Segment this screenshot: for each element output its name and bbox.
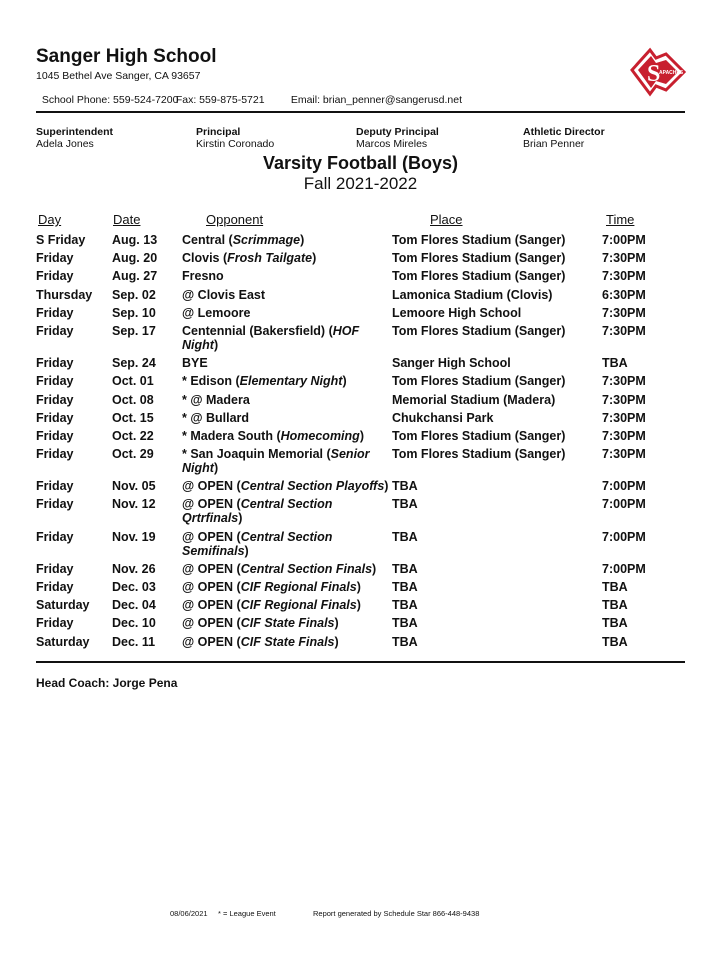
game-date: Nov. 19 bbox=[112, 529, 156, 544]
game-day: Friday bbox=[36, 410, 74, 425]
game-time: 7:30PM bbox=[602, 251, 646, 266]
opponent-text: Central Section Semifinals bbox=[182, 529, 333, 558]
game-date: Dec. 03 bbox=[112, 580, 156, 594]
game-place: Chukchansi Park bbox=[392, 410, 494, 425]
game-date: Aug. 27 bbox=[112, 269, 158, 284]
opponent-text: ) bbox=[334, 616, 339, 631]
schedule-row bbox=[36, 479, 656, 497]
opponent-text: Senior Night bbox=[182, 447, 370, 476]
apaches-logo bbox=[626, 44, 688, 100]
opponent-text: @ Clovis East bbox=[182, 287, 266, 302]
opponent-text: Fresno bbox=[182, 269, 224, 284]
schedule-row bbox=[36, 447, 656, 479]
game-place: Tom Flores Stadium (Sanger) bbox=[392, 323, 566, 338]
game-day: Friday bbox=[36, 269, 74, 284]
opponent-text: CIF State Finals bbox=[240, 616, 335, 631]
game-opponent bbox=[182, 324, 392, 356]
opponent-text: @ Lemoore bbox=[182, 305, 251, 320]
game-date: Sep. 02 bbox=[112, 287, 156, 302]
schedule-row bbox=[36, 411, 656, 429]
game-opponent bbox=[182, 562, 392, 580]
opponent-text: @ OPEN ( bbox=[182, 497, 241, 512]
game-place: Tom Flores Stadium (Sanger) bbox=[392, 374, 566, 389]
schedule-row bbox=[36, 598, 656, 616]
schedule-row bbox=[36, 356, 656, 374]
head-coach: Head Coach: Jorge Pena bbox=[36, 676, 178, 690]
game-day: Friday bbox=[36, 497, 74, 512]
game-time: 7:00PM bbox=[602, 233, 646, 247]
game-place: TBA bbox=[392, 529, 418, 544]
game-date: Oct. 22 bbox=[112, 428, 154, 443]
game-day: Friday bbox=[36, 251, 74, 266]
school-name: Sanger High School bbox=[36, 46, 217, 67]
game-time: TBA bbox=[602, 634, 628, 649]
game-day: Friday bbox=[36, 392, 74, 407]
opponent-text: @ OPEN ( bbox=[182, 561, 241, 576]
schedule-row bbox=[36, 635, 656, 653]
opponent-text: @ OPEN ( bbox=[182, 580, 241, 594]
schedule-row bbox=[36, 562, 656, 580]
game-opponent bbox=[182, 497, 392, 529]
opponent-text: @ OPEN ( bbox=[182, 529, 241, 544]
header-time: Time bbox=[606, 212, 635, 227]
header-day: Day bbox=[38, 212, 62, 227]
game-day: Friday bbox=[36, 428, 74, 443]
opponent-text: Clovis ( bbox=[182, 251, 228, 266]
game-opponent bbox=[182, 356, 392, 374]
game-opponent bbox=[182, 447, 392, 479]
game-opponent bbox=[182, 429, 392, 447]
game-day: Friday bbox=[36, 580, 74, 594]
opponent-text: ) bbox=[384, 479, 389, 494]
footer-date: 08/06/2021 bbox=[170, 909, 208, 918]
opponent-text: Elementary Night bbox=[239, 374, 343, 389]
opponent-text: @ OPEN ( bbox=[182, 616, 241, 631]
schedule-table bbox=[36, 233, 656, 653]
header-date: Date bbox=[113, 212, 141, 227]
game-time: 7:00PM bbox=[602, 561, 646, 576]
footer-rule bbox=[36, 661, 685, 663]
opponent-text: * Edison ( bbox=[182, 374, 240, 389]
game-time: 7:00PM bbox=[602, 497, 646, 512]
game-time: TBA bbox=[602, 580, 628, 594]
game-day: Friday bbox=[36, 447, 74, 462]
game-opponent bbox=[182, 288, 392, 306]
schedule-row bbox=[36, 374, 656, 392]
game-day: Friday bbox=[36, 323, 74, 338]
opponent-text: Centennial (Bakersfield) ( bbox=[182, 323, 333, 338]
game-place: TBA bbox=[392, 634, 418, 649]
schedule-row bbox=[36, 288, 656, 306]
opponent-text: BYE bbox=[182, 356, 208, 371]
game-time: TBA bbox=[602, 616, 628, 631]
game-place: Memorial Stadium (Madera) bbox=[392, 392, 556, 407]
game-opponent bbox=[182, 479, 392, 497]
game-place: Tom Flores Stadium (Sanger) bbox=[392, 251, 566, 266]
schedule-row bbox=[36, 306, 656, 324]
game-time: 7:00PM bbox=[602, 529, 646, 544]
opponent-text: Frosh Tailgate bbox=[227, 251, 313, 266]
school-fax: Fax: 559-875-5721 bbox=[175, 94, 265, 106]
opponent-text: * Madera South ( bbox=[182, 428, 281, 443]
game-place: Tom Flores Stadium (Sanger) bbox=[392, 233, 566, 247]
opponent-text: ) bbox=[356, 580, 361, 594]
opponent-text: Scrimmage bbox=[232, 233, 301, 247]
game-day: Friday bbox=[36, 529, 74, 544]
game-place: Tom Flores Stadium (Sanger) bbox=[392, 447, 566, 462]
game-place: Lamonica Stadium (Clovis) bbox=[392, 287, 553, 302]
opponent-text: CIF Regional Finals bbox=[240, 580, 357, 594]
game-date: Aug. 13 bbox=[112, 233, 158, 247]
opponent-text: CIF Regional Finals bbox=[240, 598, 357, 613]
game-time: 6:30PM bbox=[602, 287, 646, 302]
schedule-row bbox=[36, 393, 656, 411]
game-opponent bbox=[182, 374, 392, 392]
header-rule bbox=[36, 111, 685, 113]
game-day: S Friday bbox=[36, 233, 86, 247]
opponent-text: ) bbox=[244, 543, 249, 558]
game-time: 7:30PM bbox=[602, 305, 646, 320]
opponent-text: ) bbox=[213, 337, 219, 352]
opponent-text: ) bbox=[359, 428, 364, 443]
game-date: Oct. 29 bbox=[112, 447, 154, 462]
opponent-text: Central Section Qrtrfinals bbox=[182, 497, 333, 526]
game-place: Sanger High School bbox=[392, 356, 511, 371]
opponent-text: ) bbox=[300, 233, 305, 247]
game-day: Thursday bbox=[36, 287, 93, 302]
game-opponent bbox=[182, 635, 392, 653]
schedule-row bbox=[36, 616, 656, 634]
game-opponent bbox=[182, 530, 392, 562]
game-opponent bbox=[182, 269, 392, 287]
game-place: TBA bbox=[392, 598, 418, 613]
staff-athletic-director: Athletic Director Brian Penner bbox=[523, 126, 605, 150]
opponent-text: Central Section Finals bbox=[240, 561, 373, 576]
opponent-text: HOF Night bbox=[182, 323, 360, 352]
game-date: Nov. 05 bbox=[112, 479, 156, 494]
header-opponent: Opponent bbox=[206, 212, 264, 227]
schedule-row bbox=[36, 530, 656, 562]
game-time: 7:30PM bbox=[602, 269, 646, 284]
schedule-row bbox=[36, 233, 656, 251]
game-time: 7:30PM bbox=[602, 410, 646, 425]
game-day: Friday bbox=[36, 479, 74, 494]
staff-deputy-principal: Deputy Principal Marcos Mireles bbox=[356, 126, 439, 150]
game-day: Friday bbox=[36, 356, 74, 371]
opponent-text: * @ Madera bbox=[182, 392, 250, 407]
opponent-text: @ OPEN ( bbox=[182, 634, 241, 649]
game-time: TBA bbox=[602, 356, 628, 371]
game-date: Dec. 10 bbox=[112, 616, 156, 631]
schedule-title: Varsity Football (Boys) bbox=[262, 153, 459, 173]
opponent-text: ) bbox=[334, 634, 339, 649]
game-date: Oct. 01 bbox=[112, 374, 154, 389]
footer-report: Report generated by Schedule Star 866-448-9438 bbox=[313, 909, 480, 918]
opponent-text: ) bbox=[312, 251, 317, 266]
game-date: Sep. 10 bbox=[112, 305, 156, 320]
game-time: TBA bbox=[602, 598, 628, 613]
game-opponent bbox=[182, 233, 392, 251]
schedule-row bbox=[36, 324, 656, 356]
schedule-row bbox=[36, 269, 656, 287]
opponent-text: ) bbox=[356, 598, 361, 613]
game-opponent bbox=[182, 580, 392, 598]
opponent-text: CIF State Finals bbox=[240, 634, 335, 649]
opponent-text: Central Section Playoffs bbox=[240, 479, 385, 494]
school-email[interactable]: Email: brian_penner@sangerusd.net bbox=[290, 94, 463, 106]
game-date: Dec. 04 bbox=[112, 598, 156, 613]
staff-principal: Principal Kirstin Coronado bbox=[196, 126, 275, 150]
game-opponent bbox=[182, 598, 392, 616]
game-time: 7:30PM bbox=[602, 392, 646, 407]
game-date: Oct. 15 bbox=[112, 410, 154, 425]
game-day: Saturday bbox=[36, 598, 90, 613]
school-address: 1045 Bethel Ave Sanger, CA 93657 bbox=[36, 70, 201, 82]
game-date: Nov. 26 bbox=[112, 561, 156, 576]
game-time: 7:30PM bbox=[602, 428, 646, 443]
schedule-season: Fall 2021-2022 bbox=[303, 174, 418, 193]
game-time: 7:30PM bbox=[602, 447, 646, 462]
game-time: 7:00PM bbox=[602, 479, 646, 494]
opponent-text: Central ( bbox=[182, 233, 233, 247]
logo-letter: S bbox=[647, 61, 661, 87]
game-place: TBA bbox=[392, 497, 418, 512]
game-time: 7:30PM bbox=[602, 323, 646, 338]
opponent-text: @ OPEN ( bbox=[182, 479, 241, 494]
game-opponent bbox=[182, 616, 392, 634]
opponent-text: * San Joaquin Memorial ( bbox=[182, 447, 331, 462]
logo-text: APACHES bbox=[659, 70, 684, 76]
opponent-text: ) bbox=[213, 461, 219, 476]
schedule-row bbox=[36, 497, 656, 529]
header-place: Place bbox=[430, 212, 463, 227]
game-place: TBA bbox=[392, 479, 418, 494]
game-opponent bbox=[182, 393, 392, 411]
opponent-text: ) bbox=[342, 374, 347, 389]
schedule-row bbox=[36, 580, 656, 598]
game-day: Friday bbox=[36, 374, 74, 389]
game-day: Friday bbox=[36, 616, 74, 631]
opponent-text: ) bbox=[238, 511, 243, 526]
opponent-text: ) bbox=[372, 561, 377, 576]
schedule-row bbox=[36, 251, 656, 269]
school-contact bbox=[36, 82, 462, 106]
game-day: Friday bbox=[36, 561, 74, 576]
game-place: TBA bbox=[392, 616, 418, 631]
staff-superintendent: Superintendent Adela Jones bbox=[36, 126, 114, 150]
game-opponent bbox=[182, 411, 392, 429]
game-date: Dec. 11 bbox=[112, 634, 156, 649]
game-place: Tom Flores Stadium (Sanger) bbox=[392, 428, 566, 443]
game-place: Lemoore High School bbox=[392, 305, 522, 320]
game-place: TBA bbox=[392, 580, 418, 594]
game-date: Aug. 20 bbox=[112, 251, 158, 266]
game-time: 7:30PM bbox=[602, 374, 646, 389]
game-opponent bbox=[182, 251, 392, 269]
game-date: Oct. 08 bbox=[112, 392, 154, 407]
game-opponent bbox=[182, 306, 392, 324]
school-phone: School Phone: 559-524-7200 bbox=[41, 94, 179, 106]
game-date: Sep. 24 bbox=[112, 356, 156, 371]
opponent-text: @ OPEN ( bbox=[182, 598, 241, 613]
opponent-text: * @ Bullard bbox=[182, 410, 250, 425]
footer-legend: * = League Event bbox=[218, 909, 276, 918]
game-place: Tom Flores Stadium (Sanger) bbox=[392, 269, 566, 284]
game-day: Friday bbox=[36, 305, 74, 320]
opponent-text: Homecoming bbox=[280, 428, 360, 443]
schedule-row bbox=[36, 429, 656, 447]
game-date: Sep. 17 bbox=[112, 323, 156, 338]
game-date: Nov. 12 bbox=[112, 497, 156, 512]
game-place: TBA bbox=[392, 561, 418, 576]
game-day: Saturday bbox=[36, 634, 90, 649]
